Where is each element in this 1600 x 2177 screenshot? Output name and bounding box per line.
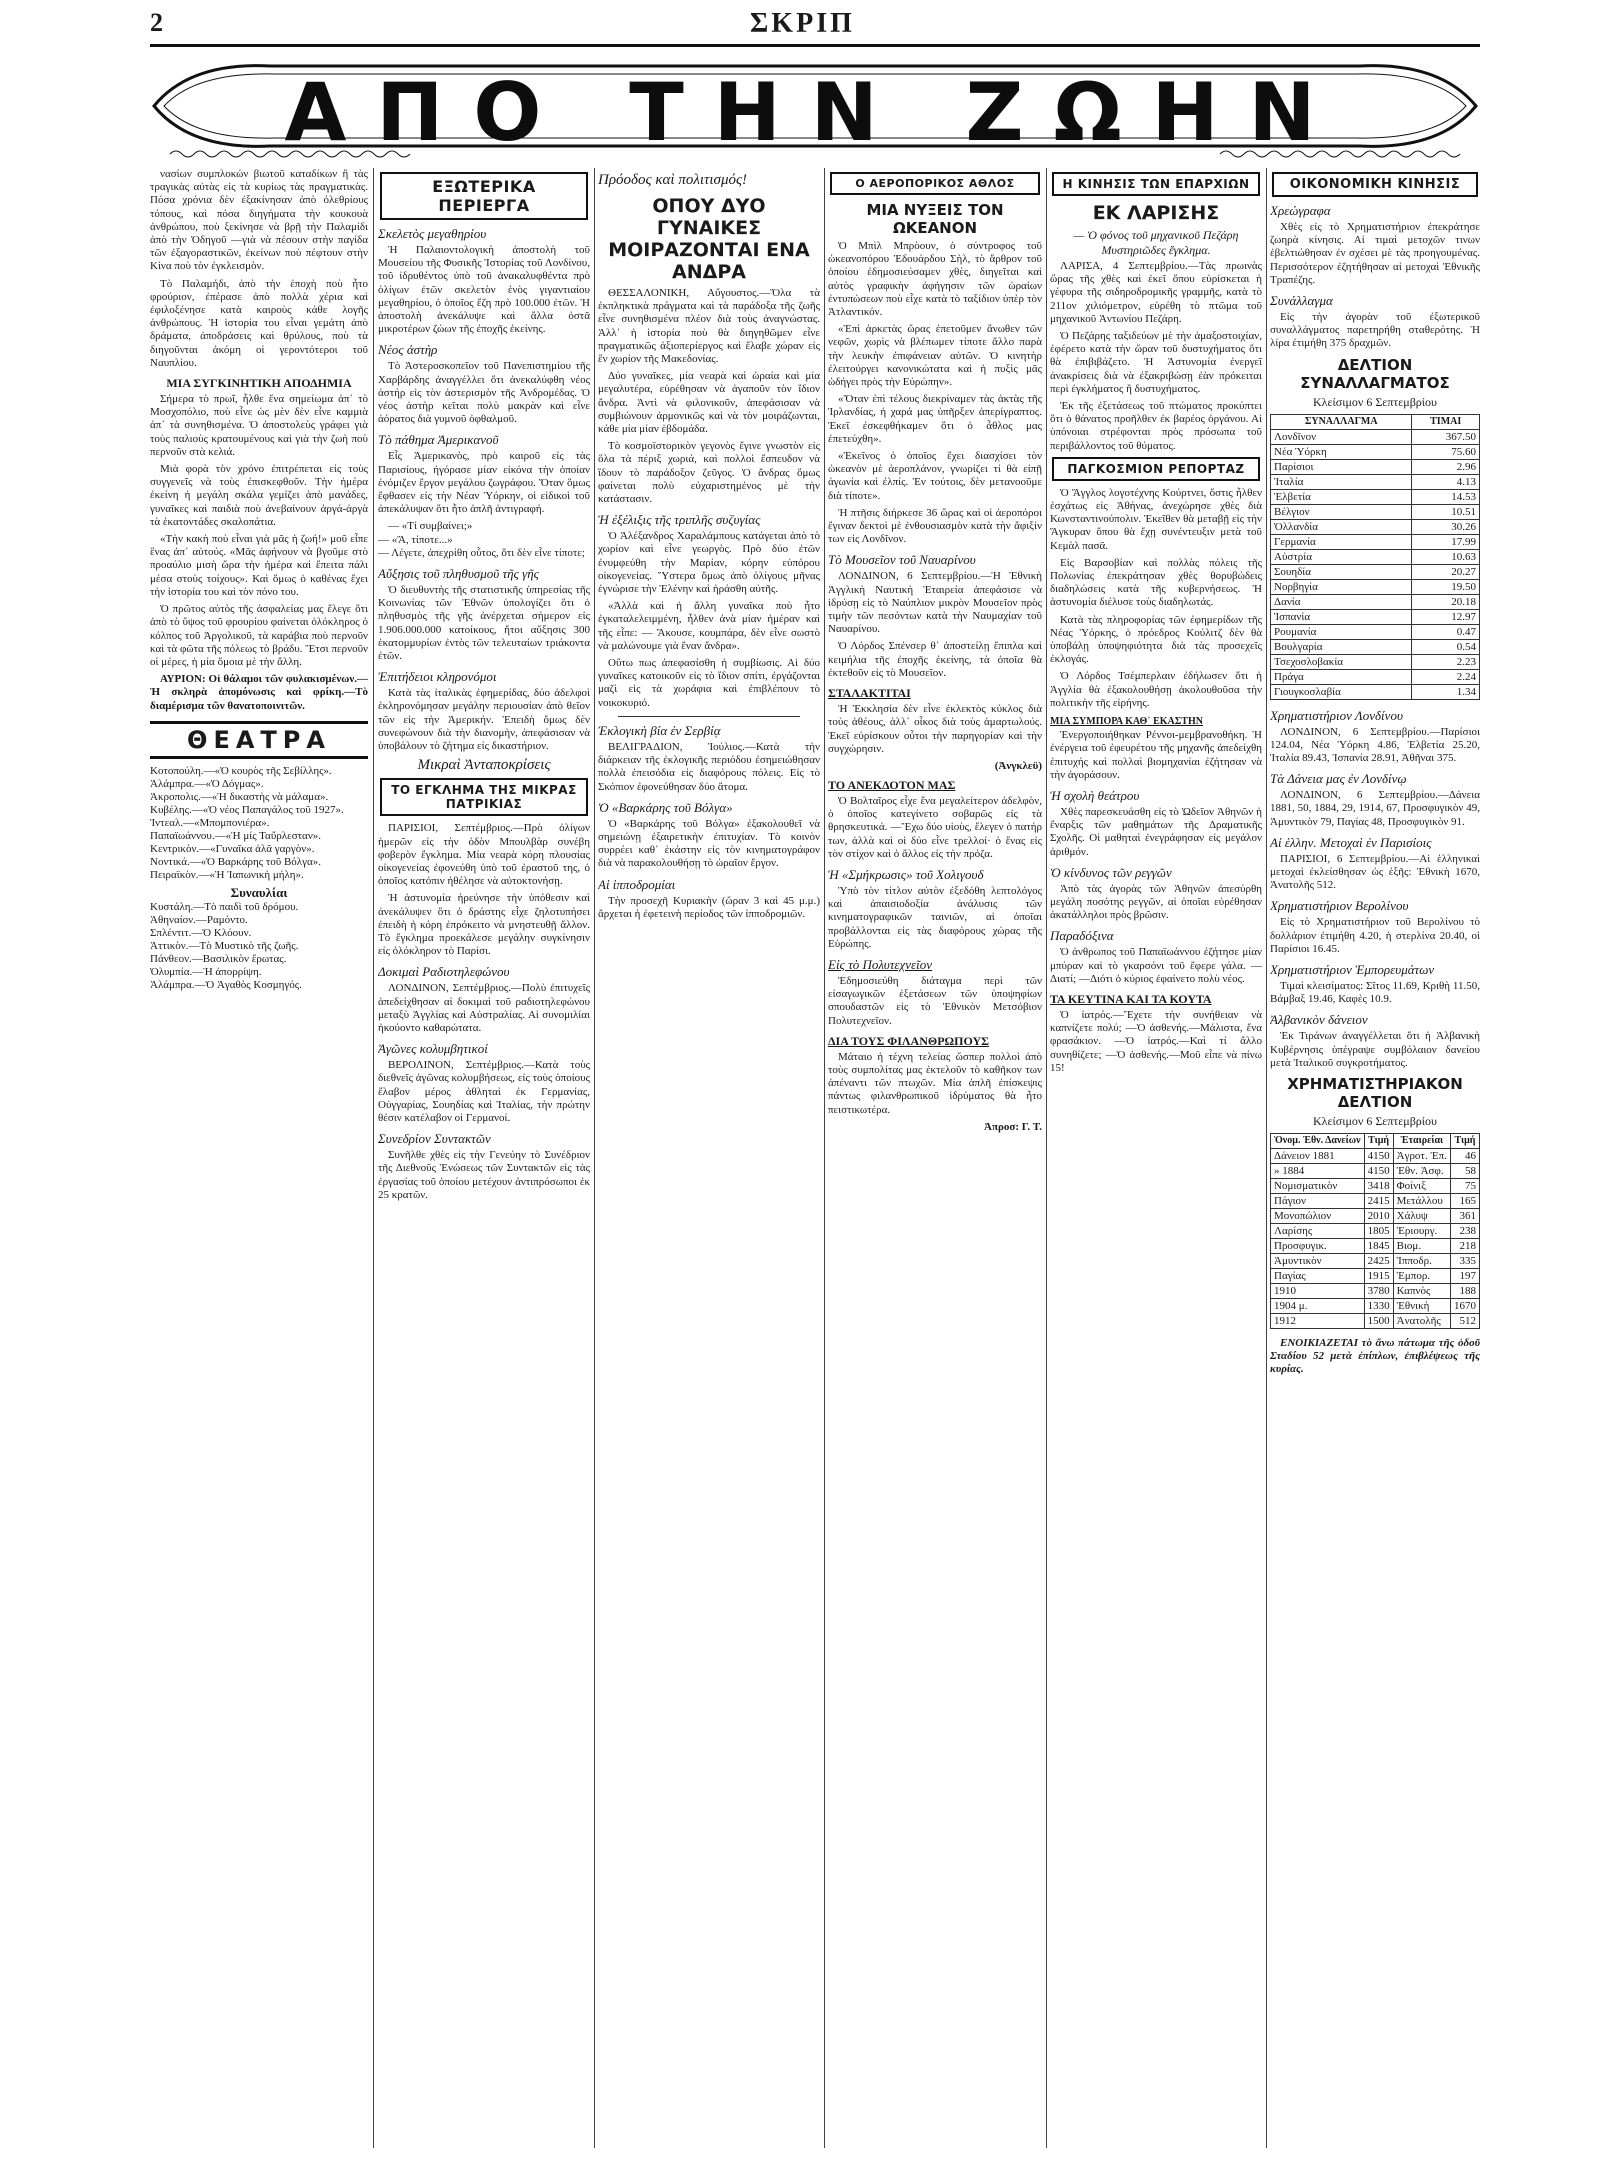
table-cell: 3780 — [1364, 1284, 1393, 1299]
article-paragraph: Τὴν προσεχῆ Κυριακὴν (ὥραν 3 καὶ 45 μ.μ.) ἄρχεται ἡ ἐφετεινὴ περίοδος τῶν ἱπποδρομιῶν. — [598, 894, 820, 920]
list-item: Κυστάλη.—Τὸ παιδὶ τοῦ δρόμου. — [150, 900, 299, 913]
article-paragraph: Δύο γυναῖκες, μία νεαρὰ καὶ ὡραία καὶ μία μεγαλυτέρα, εὑρέθησαν νὰ ἀγαποῦν τὸν ἴδιον ἄνδρα. Ἀντὶ νὰ φιλονικοῦν, ἀπεφάσισαν νὰ συμβιώνουν ἀρμονικῶς καὶ νὰ τὸν μοιράζωνται, κάθε μία μίαν ἑβδομάδα. — [598, 370, 820, 436]
table-cell: 165 — [1450, 1194, 1479, 1209]
article-paragraph: Ὁ Ἄγγλος λογοτέχνης Κούρτνει, ὅστις ἦλθεν ἐσχάτως εἰς Ἀθήνας, ἀνεχώρησε χθὲς διὰ Κωνσταντινούπολιν. Ἐκεῖθεν θὰ μεταβῇ εἰς τὴν Ἄγκυραν ὅπου θὰ ἔχῃ συνέντευξιν μετὰ τοῦ Κεμὰλ πασᾶ. — [1050, 486, 1262, 552]
table-row — [1271, 534, 1480, 549]
article-paragraph: «Ὅταν ἐπὶ τέλους διεκρίναμεν τὰς ἀκτὰς τῆς Ἰρλανδίας, ἡ χαρά μας ὑπῆρξεν ἀπερίγραπτος. Ἐκεῖ ἐσκεφθήκαμεν ὅτι ὁ ἆθλος μας ἐπετεύχθη». — [828, 393, 1042, 445]
table-cell: 1330 — [1364, 1299, 1393, 1314]
subheading: Χρηματιστήριον Λονδίνου — [1270, 707, 1403, 723]
table-cell: » 1884 — [1271, 1164, 1365, 1179]
list-item: Σπλέντιτ.—Ὁ Κλόουν. — [150, 926, 252, 939]
table-row — [1271, 1179, 1480, 1194]
table-row — [1271, 489, 1480, 504]
article-paragraph: «Ἐπὶ ἀρκετὰς ὥρας ἐπετοῦμεν ἄνωθεν τῶν νεφῶν, χωρὶς νὰ βλέπωμεν τίποτε ἄλλο παρὰ τὴν λευκὴν ἐπιφάνειαν αὐτῶν. Ὁ κινητὴρ ἐλειτούργει κανονικώτατα καὶ ἡ πυξὶς μᾶς ὡδήγει πρὸς τὴν Εὐρώπην». — [828, 323, 1042, 389]
subheading: Συνεδρίον Συντακτῶν — [378, 1131, 491, 1147]
table-row — [1271, 624, 1480, 639]
list-item: Πάνθεον.—Βασιλικὸν ἔρωτας. — [150, 952, 287, 965]
article-paragraph: Τὸ Παλαμήδι, ἀπὸ τὴν ἐποχὴ ποὺ ἦτο φρούριον, ἐπέρασε ἀπὸ πολλὰ χέρια καὶ ἐφιλοξένησε κατὰ καιροὺς κάθε λογῆς ἀνθρώπους. Ἡ ἱστορία του εἶναι γεμάτη ἀπὸ δράματα, ἀποδράσεις καὶ θρύλους, ποὺ τὰ διηγοῦνται ἀκόμη οἱ γεροντότεροι τοῦ Ναυπλίου. — [150, 277, 368, 369]
table-cell: 367.50 — [1412, 429, 1480, 444]
table-cell: Ἰσπανία — [1271, 609, 1412, 624]
table-row — [1271, 579, 1480, 594]
article-paragraph: Ἐνεργοποιήθηκαν Ρέννοι-μεμβρανοθήκη. Ἡ ἐνέργεια τοῦ ἐφευρέτου τῆς μηχανῆς ἀπεδείχθη ἐπιτυχής καὶ πολλαὶ βιομηχανίαι ἐζήτησαν νὰ τὴν ἀγοράσουν. — [1050, 729, 1262, 781]
headline: ΕΚ ΛΑΡΙΣΗΣ — [1092, 202, 1220, 224]
subheading: Νέος ἀστὴρ — [378, 342, 438, 358]
article-paragraph: Ὁ Λόρδος Τσέμπερλαιν ἐδήλωσεν ὅτι ἡ Ἀγγλία θὰ ἐξακολουθήσῃ ἀκολουθοῦσα τὴν πολιτικὴν τῆς εἰρήνης. — [1050, 670, 1262, 709]
article-paragraph: ΠΑΡΙΣΙΟΙ, 6 Σεπτεμβρίου.—Αἱ ἑλληνικαὶ μετοχαὶ ἐκλείσθησαν ὡς ἑξῆς: Ἐθνικὴ 1670, Ἀνατολῆς 512. — [1270, 852, 1480, 892]
subheading: Μικραὶ Ἀνταποκρίσεις — [417, 757, 551, 774]
list-item: Ἀλάμπρα.—«Ὁ Δόγμας». — [150, 777, 264, 790]
page-number: 2 — [150, 8, 163, 37]
table-date: Κλείσιμον 6 Σεπτεμβρίου — [1313, 394, 1437, 409]
table-header: ΤΙΜΑΙ — [1412, 414, 1480, 429]
table-row — [1271, 459, 1480, 474]
table-cell: 20.27 — [1412, 564, 1480, 579]
article-paragraph: ΒΕΛΙΓΡΑΔΙΟΝ, Ἰούλιος.—Κατὰ τὴν διάρκειαν τῆς ἐκλογικῆς περιόδου ἐσημειώθησαν πολλὰ ἐπεισόδια εἰς διαφόρους πόλεις. Εἰς τὸ Σκόπιον ἐφονεύθησαν δύο ἄτομα. — [598, 740, 820, 793]
table-cell: Ἐμπορ. — [1393, 1269, 1450, 1284]
table-cell: 188 — [1450, 1284, 1479, 1299]
table-cell: 2415 — [1364, 1194, 1393, 1209]
article-paragraph: Κατὰ τὰς ἰταλικὰς ἐφημερίδας, δύο ἀδελφοὶ ἐκληρονόμησαν μεγάλην περιουσίαν ἀπὸ θεῖον τῶν εἰς τὴν Ἀμερικήν. Ἐπειδὴ ὅμως δὲν συνεφώνουν διὰ τὴν διανομὴν, ἀπεφάσισαν νὰ ὑποβάλουν τὸ ζήτημα εἰς δικαστήριον. — [378, 687, 590, 753]
article-paragraph: Ἡ πτῆσις διήρκεσε 36 ὥρας καὶ οἱ ἀεροπόροι ἔγιναν δεκτοὶ μὲ ἐνθουσιασμὸν κατὰ τὴν ἄφιξίν των εἰς Λονδῖνον. — [828, 506, 1042, 546]
column-divider — [1046, 168, 1047, 2148]
table-row — [1271, 444, 1480, 459]
column-6 — [1270, 168, 1480, 2148]
table-cell: 1915 — [1364, 1269, 1393, 1284]
divider — [618, 716, 800, 717]
deck: — Ὁ φόνος τοῦ μηχανικοῦ Πεζάρη Μυστηριῶδες ἔγκλημα. — [1073, 228, 1239, 257]
list-item: Ὀλυμπία.—Ἡ ἀπορρίψη. — [150, 965, 262, 978]
column-divider — [1266, 168, 1267, 2148]
column-4 — [828, 168, 1042, 2148]
article-paragraph: Χθὲς εἰς τὸ Χρηματιστήριον ἐπεκράτησε ζωηρὰ κίνησις. Αἱ τιμαὶ μετοχῶν τινων ἐβελτιώθησαν ἐν σχέσει μὲ τὰς προηγουμένας. Περισσότερον ἐζητήθησαν αἱ μετοχαὶ Ἐθνικῆς Τραπέζης. — [1270, 221, 1480, 286]
subheading: Ἡ σχολὴ θεάτρου — [1050, 787, 1140, 803]
article-paragraph: Συνῆλθε χθὲς εἰς τὴν Γενεύην τὸ Συνέδριον τῆς Διεθνοῦς Ἑνώσεως τῶν Συντακτῶν εἰς τὰς ἐργασίας τοῦ ὁποίου μετέχουν ἀντιπρόσωποι ἐκ 25 κρατῶν. — [378, 1149, 590, 1201]
list-item: Ἀττικὸν.—Τὸ Μυστικὸ τῆς ζωῆς. — [150, 939, 299, 952]
subheading: Αἱ ἱπποδρομίαι — [598, 876, 676, 892]
article-paragraph: Ἐδημοσιεύθη διάταγμα περὶ τῶν εἰσαγωγικῶν ἐξετάσεων τῶν ὑποψηφίων σπουδαστῶν εἰς τὸ Ἐθνικὸν Μετσόβιον Πολυτεχνεῖον. — [828, 974, 1042, 1027]
table-cell: Ἐριουργ. — [1393, 1224, 1450, 1239]
classified-ad: ΕΝΟΙΚΙΑΖΕΤΑΙ τὸ ἄνω πάτωμα τῆς ὁδοῦ Σταδίου 52 μετὰ ἐπίπλων, ἐπιβλέψεως τῆς κυρίας. — [1270, 1337, 1480, 1376]
article-paragraph: Ὁ Πεζάρης ταξιδεύων μὲ τὴν ἁμαξοστοιχίαν, ἐφέρετο κατὰ τὴν ὥραν τοῦ δυστυχήματος ὅτι θὰ ἐπιβιβάζετο. Ἡ Ἀστυνομία ἐνεργεῖ ἀνακρίσεις διὰ νὰ ἐξακριβώσῃ ἐὰν πρόκειται περὶ ἐγκλήματος ἢ δυστυχήματος. — [1050, 330, 1262, 395]
article-paragraph: Ὁ Ἀλέξανδρος Χαραλάμπους κατάγεται ἀπὸ τὸ χωρίον καὶ εἶνε γεωργὸς. Πρὸ δύο ἐτῶν ἐνυμφεύθη τὴν Μαρίαν, κόρην εὐπόρου οἰκογενείας. Ὕστερα ὅμως ἀπὸ ὀλίγους μῆνας ἐγνώρισε τὴν Ἑλένην καὶ ἠράσθη αὐτῆς. — [598, 530, 820, 596]
article-paragraph: ΛΟΝΔΙΝΟΝ, 6 Σεπτεμβρίου.—Ἡ Ἐθνικὴ Ἀγγλικὴ Ναυτικὴ Ἑταιρεία ἀπεφάσισε νὰ ἱδρύσῃ εἰς τὸ Ναύπλιον μικρὸν Μουσεῖον πρὸς τιμὴν τῶν πεσόντων κατὰ τὴν Ναυμαχίαν τοῦ Ναυαρίνου. — [828, 570, 1042, 636]
subheading: ΣΤΑΛΑΚΤΙΤΑΙ — [828, 686, 911, 701]
table-cell: Ἀνατολῆς — [1393, 1314, 1450, 1329]
article-paragraph: ΛΟΝΔΙΝΟΝ, 6 Σεπτεμβρίου.—Παρίσιοι 124.04, Νέα Ὑόρκη 4.86, Ἑλβετία 25.20, Ἰταλία 89.43, Ἰσπανία 28.91, Ἀθῆναι 375. — [1270, 725, 1480, 765]
column-divider — [594, 168, 595, 2148]
article-paragraph: Οὕτω πως ἀπεφασίσθη ἡ συμβίωσις. Αἱ δύο γυναῖκες κατοικοῦν εἰς τὸ ἴδιον σπίτι, ἐργάζονται μαζὶ εἰς τὰ χωράφια καὶ ἐπιβλέπουν τὸ νοικοκυριό. — [598, 657, 820, 709]
table-cell: Ἑλβετία — [1271, 489, 1412, 504]
subheading: Αὔξησις τοῦ πληθυσμοῦ τῆς γῆς — [378, 566, 539, 582]
table-cell: 0.54 — [1412, 639, 1480, 654]
subheading: Συναυλίαι — [230, 884, 288, 900]
table-cell: 1500 — [1364, 1314, 1393, 1329]
table-cell: 335 — [1450, 1254, 1479, 1269]
table-cell: 58 — [1450, 1164, 1479, 1179]
column-5 — [1050, 168, 1262, 2148]
section-box-heading: ΤΟ ΕΓΚΛΗΜΑ ΤΗΣ ΜΙΚΡΑΣ ΠΑΤΡΙΚΙΑΣ — [380, 778, 588, 816]
subheading: Δοκιμαὶ Ραδιοτηλεφώνου — [378, 964, 510, 980]
table-cell: Παγίας — [1271, 1269, 1365, 1284]
table-body — [1271, 429, 1480, 699]
subheading: Τὸ Μουσεῖον τοῦ Ναυαρίνου — [828, 552, 976, 568]
table-cell: 4150 — [1364, 1149, 1393, 1164]
table-title: ΔΕΛΤΙΟΝ ΣΥΝΑΛΛΑΓΜΑΤΟΣ — [1300, 355, 1450, 392]
list-item: Κοτοπούλη.—«Ὁ κουρὸς τῆς Σεβίλλης». — [150, 764, 332, 777]
column-divider — [824, 168, 825, 2148]
table-cell: Τσεχοσλοβακία — [1271, 654, 1412, 669]
table-row — [1271, 1299, 1480, 1314]
table-row — [1271, 564, 1480, 579]
subheading: Παραδόξινα — [1050, 928, 1114, 944]
table-cell: 46 — [1450, 1149, 1479, 1164]
subheading: ΜΙΑ ΣΥΜΠΟΡΑ ΚΑΘ᾽ ΕΚΑΣΤΗΝ — [1050, 716, 1203, 728]
article-paragraph: Ὁ «Βαρκάρης τοῦ Βόλγα» ἐξακολουθεῖ νὰ σημειώνῃ ἐξαιρετικὴν ἐπιτυχίαν. Τὸ κοινὸν συρρέει καθ᾽ ἑκάστην εἰς τὸν κινηματογράφον διὰ νὰ παρακολουθήσῃ τὸ ὡραῖον ἔργον. — [598, 817, 820, 870]
article-paragraph: Τὸ κοσμοϊστορικὸν γεγονὸς ἔγινε γνωστὸν εἰς ὅλα τὰ πέριξ χωριά, καὶ πολλοὶ ἔσπευδον νὰ ἴδουν τὸ παράδοξον ζεῦγος. Ὁ ἄνδρας ὅμως φαίνεται πολὺ εὐχαριστημένος μὲ τὴν κατάστασιν. — [598, 440, 820, 506]
table-cell: 17.99 — [1412, 534, 1480, 549]
article-paragraph: ΒΕΡΟΛΙΝΟΝ, Σεπτέμβριος.—Κατὰ τοὺς διεθνεῖς ἀγῶνας κολυμβήσεως, εἰς τοὺς ὁποίους ἔλαβον μέρος ἀθληταὶ ἐκ Γερμανίας, Οὐγγαρίας, Σουηδίας καὶ Ἰταλίας, τὴν πρώτην θέσιν κατέλαβον οἱ Γερμανοί. — [378, 1059, 590, 1124]
table-row — [1271, 519, 1480, 534]
subheading: Ἐκλογικὴ βία ἐν Σερβίᾳ — [598, 722, 721, 738]
article-paragraph: ΑΥΡΙΟΝ: Οἱ θάλαμοι τῶν φυλακισμένων.—Ἡ σκληρὰ ἀπομόνωσις καὶ φρίκη.—Τὸ διαμέρισμα τῶν θανατοποινιτῶν. — [150, 673, 368, 712]
table-cell: Ὀλλανδία — [1271, 519, 1412, 534]
table-cell: 4150 — [1364, 1164, 1393, 1179]
table-cell: 14.53 — [1412, 489, 1480, 504]
subheading: Ἡ «Σμήκρωσις» τοῦ Χολιγουδ — [828, 866, 984, 882]
article-paragraph: Ὁ ἀνθρωπος τοῦ Παπαϊωάννου ἐζήτησε μίαν μπύραν καὶ τὸ γκαρσόνι τοῦ ἔφερε γάλα. —Διατί; —Διότι ὁ κύριος ἐφαίνετο πολὺ νέος. — [1050, 946, 1262, 985]
article-paragraph: Εἰς τὴν ἀγορὰν τοῦ ἐξωτερικοῦ συναλλάγματος παρετηρήθη σταθερότης. Ἡ λίρα ἐτιμήθη 375 δραχμῶν. — [1270, 311, 1480, 350]
table-cell: Ἐθν. Ἀσφ. — [1393, 1164, 1450, 1179]
table-cell: Γερμανία — [1271, 534, 1412, 549]
kicker: Πρόοδος καὶ πολιτισμός! — [598, 172, 748, 188]
table-cell: Βουλγαρία — [1271, 639, 1412, 654]
table-row — [1271, 1269, 1480, 1284]
column-2 — [378, 168, 590, 2148]
table-body — [1271, 1149, 1480, 1329]
list-item: Ἀθηναίον.—Ραμόντο. — [150, 913, 248, 926]
table-cell: 30.26 — [1412, 519, 1480, 534]
section-box-heading: ΕΞΩΤΕΡΙΚΑ ΠΕΡΙΕΡΓΑ — [380, 172, 588, 220]
table-cell: Πράγα — [1271, 669, 1412, 684]
section-banner — [150, 52, 1480, 160]
table-cell: Προσφυγικ. — [1271, 1239, 1365, 1254]
table-cell: Μονοπώλιον — [1271, 1209, 1365, 1224]
subheading: Χρεώγραφα — [1270, 203, 1331, 218]
article-paragraph: ΘΕΣΣΑΛΟΝΙΚΗ, Αὔγουστος.—Ὅλα τὰ ἐκπληκτικὰ πράγματα καὶ τὰ παράδοξα τῆς ζωῆς εἶνε συνηθισμένα πλέον διὰ τοὺς ἀναγνώστας. Ἀλλ᾽ ἡ ἱστορία ποὺ θὰ διηγηθῶμεν εἶνε πραγματικῶς ἀξιοπερίεργος καὶ ἔλαβε χώραν εἰς ἕν χωρίον τῆς Μακεδονίας. — [598, 287, 820, 366]
table-cell: 1904 μ. — [1271, 1299, 1365, 1314]
list-item: Ἀλάμπρα.—Ὁ Ἀγαθὸς Κοσμηγός. — [150, 978, 302, 991]
page-header — [150, 8, 1480, 42]
subheading: ΜΙΑ ΣΥΓΚΙΝΗΤΙΚΗ ΑΠΟΔΗΜΙΑ — [166, 376, 352, 391]
article-paragraph: Ὁ Μπὶλ Μπρὸουν, ὁ σύντροφος τοῦ ὠκεανοπόρου Ἐδουάρδου Σὴλ, τὸ ἄρθρον τοῦ ὁποίου ἐδημοσιεύσαμεν χθὲς, διηγεῖται καὶ αὐτὸς γραφικὴν ἀφήγησιν τῶν ὡραίων ἐντυπώσεων ποὺ εἶχε κατὰ τὸ ταξίδιον ὑπὲρ τὸν Ἀτλαντικόν. — [828, 240, 1042, 319]
article-paragraph: Ὑπὸ τὸν τίτλον αὐτὸν ἐξεδόθη λεπτολόγος καὶ ἀπαισιοδοξία ἀνάλυσις τῶν κινηματογραφικῶν ταινιῶν, αἱ ὁποῖαι προβάλλονται εἰς τὰς διαφόρους χώρας τῆς Εὐρώπης. — [828, 884, 1042, 950]
table-cell: 0.47 — [1412, 624, 1480, 639]
table-row — [1271, 1224, 1480, 1239]
article-paragraph: — «Τί συμβαίνει;» — «Ἄ, τίποτε...» — Λέγετε, ἀπεχρίθη οὗτος, ὅτι δὲν εἶνε τίποτε; — [378, 520, 585, 559]
table-row — [1271, 1314, 1480, 1329]
article-paragraph: Ἐκ τῆς ἐξετάσεως τοῦ πτώματος προκύπτει ὅτι ὁ θάνατος προῆλθεν ἐκ βαρέος ὀργάνου. Αἱ ὑπόνοιαι στρέφονται πρὸς πρόσωπα τοῦ περιβάλλοντος τοῦ θύματος. — [1050, 400, 1262, 452]
column-1 — [150, 168, 368, 2148]
table-cell: Παρίσιοι — [1271, 459, 1412, 474]
table-cell: 218 — [1450, 1239, 1479, 1254]
article-paragraph: Τὸ Ἀστεροσκοπεῖον τοῦ Πανεπιστημίου τῆς Χαρβάρδης ἀναγγέλλει ὅτι ἀνεκαλύφθη νέος ἀστήρ εἰς τὸν ἀστερισμὸν τῆς Ἀνδρομέδας. Ὁ νέος ἀστὴρ κεῖται πολὺ μακρὰν καὶ εἶνε ἀόρατος διὰ γυμνοῦ ὀφθαλμοῦ. — [378, 360, 590, 426]
table-cell: Νορβηγία — [1271, 579, 1412, 594]
list-item: Κεντρικὸν.—«Γυναῖκα ἀλᾶ γαργὸν». — [150, 842, 315, 855]
table-row — [1271, 609, 1480, 624]
table-header: ΣΥΝΑΛΛΑΓΜΑ — [1271, 414, 1412, 429]
subheading: Τὸ πάθημα Ἀμερικανοῦ — [378, 432, 499, 448]
article-paragraph: Κατὰ τὰς πληροφορίας τῶν ἐφημερίδων τῆς Νέας Ὑόρκης, ὁ πρόεδρος Κούλιτζ δὲν θὰ ὑποβάλῃ ὑποψηφιότητα διὰ τὰς προσεχεῖς ἐκλογάς. — [1050, 613, 1262, 666]
table-cell: 197 — [1450, 1269, 1479, 1284]
subheading: Συνάλλαγμα — [1270, 293, 1333, 309]
article-paragraph: Ὁ πρῶτος αὐτὸς τῆς ἀσφαλείας μας ἔλεγε ὅτι ἀπὸ τὸ ὕψος τοῦ φρουρίου φαίνεται ὁλόκληρος ὁ κόλπος τοῦ Ἀργολικοῦ, τὰ καράβια ποὺ περνοῦν καὶ τὰ φῶτα τῆς πόλεως τὸ βράδυ. Ἔτσι περνοῦν οἱ μέρες, ἡ μία ὅμοια μὲ τὴν ἄλλη. — [150, 603, 368, 668]
table-cell: 1845 — [1364, 1239, 1393, 1254]
table-row — [1271, 639, 1480, 654]
table-cell: Ρουμανία — [1271, 624, 1412, 639]
table-cell: Ἰπποδρ. — [1393, 1254, 1450, 1269]
subheading: Ἡ ἐξέλιξις τῆς τριπλῆς συζυγίας — [598, 512, 761, 528]
table-cell: 2.96 — [1412, 459, 1480, 474]
masthead: ΣΚΡΙΠ — [750, 8, 855, 39]
article-paragraph: ΛΟΝΔΙΝΟΝ, Σεπτέμβριος.—Πολὺ ἐπιτυχεῖς ἀπεδείχθησαν αἱ δοκιμαὶ τοῦ ραδιοτηλεφώνου μεταξὺ Ἀγγλίας καὶ Αὐστραλίας. Αἱ συνομιλίαι ἠκούοντο καθαρώτατα. — [378, 982, 590, 1034]
article-paragraph: «Ἐκεῖνος ὁ ὁποῖος ἔχει διασχίσει τὸν ὠκεανὸν μὲ ἀεροπλάνον, γνωρίζει τί θὰ εἰπῇ ἀγωνία καὶ ἐλπίς. Ἐν τούτοις, δὲν μετανοοῦμε διὰ τίποτε». — [828, 450, 1042, 502]
table-row — [1271, 1149, 1480, 1164]
exchange-table — [1270, 414, 1480, 700]
column-divider — [373, 168, 374, 2148]
table-row — [1271, 1209, 1480, 1224]
attribution: (Ἀνγκλεϋ) — [994, 759, 1042, 772]
subheading: ΔΙΑ ΤΟΥΣ ΦΙΛΑΝΘΡΩΠΟΥΣ — [828, 1033, 989, 1048]
article-paragraph: Εἰς Βαρσοβίαν καὶ πολλὰς πόλεις τῆς Πολωνίας ἐπεκράτησαν χθὲς θορυβώδεις διαδηλώσεις κατὰ τῆς κυβερνήσεως. Ἡ ἀστυνομία διέλυσε τοὺς διαδηλωτάς. — [1050, 556, 1262, 609]
headline: ΜΙΑ ΝΥΞΕΙΣ ΤΟΝ ΩΚΕΑΝΟΝ — [866, 201, 1004, 237]
table-cell: Βέλγιον — [1271, 504, 1412, 519]
table-cell: 1912 — [1271, 1314, 1365, 1329]
table-row — [1271, 1164, 1480, 1179]
article-paragraph: Εἰς τὸ Χρηματιστήριον τοῦ Βερολίνου τὸ δολλάριον ἐτιμήθη 4.20, ἡ στερλίνα 20.40, οἱ Παρίσιοι 16.45. — [1270, 916, 1480, 955]
subheading: Χρηματιστήριον Ἐμπορευμάτων — [1270, 962, 1435, 978]
table-cell: Γιουγκοσλαβία — [1271, 684, 1412, 699]
subheading: Ὁ «Βαρκάρης τοῦ Βόλγα» — [598, 799, 733, 815]
article-paragraph: Ὁ Βολταῖρος εἶχε ἕνα μεγαλείτερον ἀδελφὸν, ὁ ὁποῖος κατεγίνετο σοβαρῶς εἰς τὰ θρησκευτικά. —Ἔχω δύο υἱοὺς, ἔλεγεν ὁ πατήρ των, ἀλλὰ καὶ οἱ δύο εἶνε τρελλοί· ὁ ἕνας εἰς τὸν στίχον καὶ ὁ ἄλλος εἰς τὴν πρόζα. — [828, 794, 1042, 860]
subheading: Ἀλβανικὸν δάνειον — [1270, 1012, 1368, 1028]
subheading: Ἀγῶνες κολυμβητικοί — [378, 1041, 488, 1057]
article-paragraph: Ὁ Λόρδος Σπένσερ θ᾽ ἀποστείλῃ ἔπιπλα καὶ κειμήλια τῆς ἐποχῆς ἐκείνης, τὰ ὁποῖα θὰ ἐκτεθοῦν εἰς τὸ Μουσεῖον. — [828, 640, 1042, 679]
table-cell: Χάλυψ — [1393, 1209, 1450, 1224]
table-row — [1271, 1254, 1480, 1269]
table-cell: Ἀμυντικὸν — [1271, 1254, 1365, 1269]
list-item: Νοντικά.—«Ὁ Βαρκάρης τοῦ Βόλγα». — [150, 855, 322, 868]
table-row — [1271, 594, 1480, 609]
subheading: Αἱ ἑλλην. Μετοχαὶ ἐν Παρισίοις — [1270, 834, 1432, 850]
table-row — [1271, 429, 1480, 444]
table-cell: 75.60 — [1412, 444, 1480, 459]
top-rule — [150, 44, 1480, 47]
headline: ΟΠΟΥ ΔΥΟ ΓΥΝΑΙΚΕΣ ΜΟΙΡΑΖΟΝΤΑΙ ΕΝΑ ΑΝΔΡΑ — [608, 195, 810, 283]
article-paragraph: Ἡ Ἐκκλησία δὲν εἶνε ἐκλεκτὸς κύκλος διὰ τοὺς ἀθέους, ἀλλ᾽ οἶκος διὰ τοὺς ἁμαρτωλούς. Ἐκεῖ εὑρίσκουν οὗτοι τὴν παρηγορίαν καὶ τὴν συγχώρησιν. — [828, 703, 1042, 755]
table-header: Τιμή — [1364, 1134, 1393, 1149]
article-paragraph: Σήμερα τὸ πρωΐ, ἦλθε ἕνα σημείωμα ἀπ᾽ τὸ Μοσχοπόλιο, ποὺ εἶνε ὡς μὲν δὲν εἶνε καμμιὰ ἀπ᾽ τὰ συνηθισμένα. Ὁ ἀποστολεὺς γράφει γιὰ τοὺς παλιοὺς κρατουμένους καὶ γιὰ τὴν ζωὴ ποὺ περνοῦν στὰ κελιά. — [150, 393, 368, 458]
table-cell: Νέα Ὑόρκη — [1271, 444, 1412, 459]
article-paragraph: Ἡ ἀστυνομία ἠρεύνησε τὴν ὑπόθεσιν καὶ ἀνεκάλυψεν ὅτι ὁ δράστης εἶχε ζηλοτυπήσει ἐπειδὴ ἡ κόρη ἐπρόκειτο νὰ μνηστευθῇ ἄλλον. Τὸ ἔγκλημα προεκάλεσε μεγάλην συγκίνησιν εἰς ὁλόκληρον τὸ Παρίσι. — [378, 892, 590, 958]
table-cell: 1670 — [1450, 1299, 1479, 1314]
table-cell: Πάγιον — [1271, 1194, 1365, 1209]
column-3 — [598, 168, 820, 2148]
subheading: Εἰς τὸ Πολυτεχνεῖον — [828, 956, 933, 972]
table-cell: 2010 — [1364, 1209, 1393, 1224]
list-item: Κυβέλης.—«Ὁ νέος Παπαγάλος τοῦ 1927». — [150, 803, 344, 816]
list-item: Ἀκροπολις.—«Ἡ δικαστὴς νὰ μάλαμα». — [150, 790, 329, 803]
article-paragraph: Ὁ ἰατρός.—Ἔχετε τὴν συνήθειαν νὰ καπνίζετε πολύ; —Ὁ ἀσθενής.—Μάλιστα, ἕνα φρασάκιον. —Ὁ ἰατρός.—Καὶ τί ἄλλο συνηθίζετε; —Ὁ ἀσθενής.—Μοῦ εἶπε νὰ πίνω 15! — [1050, 1008, 1262, 1074]
table-cell: 2425 — [1364, 1254, 1393, 1269]
list-item: Πειραϊκὸν.—«Ἡ Ἰαπωνικὴ μήλη». — [150, 868, 304, 881]
table-row — [1271, 474, 1480, 489]
subheading: Τὰ Δάνεια μας ἐν Λονδίνῳ — [1270, 771, 1407, 787]
list-item: Ἰντεαλ.—«Μπομπονιέρα». — [150, 816, 270, 829]
article-paragraph: Ὁ διευθυντὴς τῆς στατιστικῆς ὑπηρεσίας τῆς Κοινωνίας τῶν Ἐθνῶν ὑπολογίζει ὅτι ὁ πληθυσμὸς τῆς γῆς ἀνέρχεται σήμερον εἰς 1.906.000.000 κατοίκους, ἤτοι αὔξησις 300 ἑκατομμυρίων ἐντὸς τῶν τελευταίων τριάκοντα ἐτῶν. — [378, 584, 590, 663]
signature: Ἀπροσ: Γ. Τ. — [984, 1120, 1042, 1133]
table-header: Ὀνομ. Ἐθν. Δανείων — [1271, 1134, 1365, 1149]
table-cell: Μετάλλου — [1393, 1194, 1450, 1209]
table-title: ΧΡΗΜΑΤΙΣΤΗΡΙΑΚΟΝ ΔΕΛΤΙΟΝ — [1287, 1075, 1463, 1112]
table-cell: Ἐθνικὴ — [1393, 1299, 1450, 1314]
section-box-heading: ΠΑΓΚΟΣΜΙΟΝ ΡΕΠΟΡΤΑΖ — [1052, 457, 1260, 481]
article-paragraph: Ἐκ Τιράνων ἀναγγέλλεται ὅτι ἡ Ἀλβανικὴ Κυβέρνησις ὑπέγραψε συμβόλαιον δανείου μετὰ Ἰταλικοῦ συγκροτήματος. — [1270, 1030, 1480, 1069]
table-cell: Νομισματικὸν — [1271, 1179, 1365, 1194]
article-paragraph: Μιὰ φορὰ τὸν χρόνο ἐπιτρέπεται εἰς τοὺς συγγενεῖς νὰ τοὺς ἐπισκεφθοῦν. Τὴν ἡμέρα ἐκείνη ἡ μεγάλη σκάλα γεμίζει ἀπὸ μανάδες, γυναῖκες καὶ παιδιὰ ποὺ ἀνεβαίνουν ἀργά-ἀργὰ τὰ ἑκατοντάδες σκαλοπάτια. — [150, 463, 368, 528]
table-cell: Λαρίσης — [1271, 1224, 1365, 1239]
table-row — [1271, 1239, 1480, 1254]
table-header: Ἑταιρείαι — [1393, 1134, 1450, 1149]
article-paragraph: «Τὴν κακὴ ποὺ εἶναι γιὰ μᾶς ἡ ζωή!» μοῦ εἶπε ἕνας ἀπ᾽ αὐτούς. «Μᾶς ἀφήνουν νὰ βγοῦμε στὸ προαύλιο μισὴ ὥρα τὴν ἡμέρα καὶ ἔπειτα πάλι μέσα στοὺς τοίχους». Καὶ ὅμως ὁ καθένας ἔχει τὴν ἱστορία του καὶ τὸν πόνο του. — [150, 533, 368, 598]
article-paragraph: ΛΟΝΔΙΝΟΝ, 6 Σεπτεμβρίου.—Δάνεια 1881, 50, 1884, 29, 1914, 67, Προσφυγικὸν 49, Ἀμυντικὸν 79, Παγίας 48, Προσφυγικὸν 91. — [1270, 789, 1480, 828]
subheading: ΤΑ ΚΕΥΤΙΝΑ ΚΑΙ ΤΑ ΚΟΥΤΑ — [1050, 991, 1212, 1006]
table-cell: 361 — [1450, 1209, 1479, 1224]
table-cell: 10.63 — [1412, 549, 1480, 564]
table-row — [1271, 1194, 1480, 1209]
list-item: Παπαϊωάννου.—«Ἡ μίς Ταὔρλεσταν». — [150, 829, 322, 842]
article-paragraph: Μάταιο ἡ τέχνη τελείας ὥσπερ πολλοὶ ἀπὸ τοὺς συμπολίτας μας ἐκτελοῦν τὸ καθῆκον των ἀπέναντι τῶν πτωχῶν. Μία ἁπλῆ ἐπίσκεψις πάντως φιλανθρωπικοῦ ἱδρύματος θὰ ἦτο πειστικωτέρα. — [828, 1050, 1042, 1116]
table-row — [1271, 549, 1480, 564]
table-cell: 2.23 — [1412, 654, 1480, 669]
table-cell: Αὐστρία — [1271, 549, 1412, 564]
table-cell: Δανία — [1271, 594, 1412, 609]
table-row — [1271, 1284, 1480, 1299]
subheading: Ὁ κίνδυνος τῶν ρεγγῶν — [1050, 864, 1172, 880]
table-row — [1271, 684, 1480, 699]
table-cell: 238 — [1450, 1224, 1479, 1239]
table-cell: 75 — [1450, 1179, 1479, 1194]
article-paragraph: Ἀπὸ τὰς ἀγορὰς τῶν Ἀθηνῶν ἀπεσύρθη μεγάλη ποσότης ρεγγῶν, αἱ ὁποῖαι εὑρέθησαν ἀκατάλληλοι πρὸς βρῶσιν. — [1050, 882, 1262, 922]
subheading: ΤΟ ΑΝΕΚΔΟΤΟΝ ΜΑΣ — [828, 777, 956, 792]
table-cell: 2.24 — [1412, 669, 1480, 684]
table-cell: 1910 — [1271, 1284, 1365, 1299]
stocks-table — [1270, 1133, 1480, 1329]
table-cell: 1805 — [1364, 1224, 1393, 1239]
table-cell: 512 — [1450, 1314, 1479, 1329]
article-paragraph: Εἷς Ἀμερικανὸς, πρὸ καιροῦ εἰς τὰς Παρισίους, ἠγόρασε μίαν εἰκόνα τὴν ὁποίαν ἐνόμιζεν ἔργον μεγάλου ζωγράφου. Ὅταν ὅμως ἔφθασεν εἰς τὴν Νέαν Ὑόρκην, οἱ εἰδικοὶ τοῦ ἀπεκάλυψαν ὅτι ἦτο ἀπλῆ ἀντιγραφή. — [378, 450, 590, 516]
table-cell: 20.18 — [1412, 594, 1480, 609]
article-paragraph: ΛΑΡΙΣΑ, 4 Σεπτεμβρίου.—Τὰς πρωινὰς ὥρας τῆς χθὲς καὶ ἐκεῖ ὅπου εὑρίσκεται ἡ γέφυρα τῆς σιδηροδρομικῆς γραμμῆς, κατὰ τὸ 211ον χιλιόμετρον, εὑρέθη τὸ πτῶμα τοῦ μηχανικοῦ Ἀντωνίου Πεζάρη. — [1050, 260, 1262, 325]
table-row — [1271, 654, 1480, 669]
subheading: Χρηματιστήριον Βερολίνου — [1270, 898, 1409, 914]
theatres-heading: ΘΕΑΤΡΑ — [150, 721, 368, 759]
table-cell: 4.13 — [1412, 474, 1480, 489]
table-header: Τιμή — [1450, 1134, 1479, 1149]
table-cell: Λονδῖνον — [1271, 429, 1412, 444]
subheading: Σκελετὸς μεγαθηρίου — [378, 226, 487, 241]
theatre-list — [150, 765, 368, 992]
section-box-heading: Η ΚΙΝΗΣΙΣ ΤΩΝ ΕΠΑΡΧΙΩΝ — [1052, 172, 1260, 196]
table-cell: Καπνὸς — [1393, 1284, 1450, 1299]
table-cell: Σουηδία — [1271, 564, 1412, 579]
table-row — [1271, 504, 1480, 519]
table-row — [1271, 669, 1480, 684]
table-cell: 10.51 — [1412, 504, 1480, 519]
table-date: Κλείσιμον 6 Σεπτεμβρίου — [1313, 1114, 1437, 1129]
table-cell: Βιομ. — [1393, 1239, 1450, 1254]
table-cell: 1.34 — [1412, 684, 1480, 699]
table-cell: Φοίνιξ — [1393, 1179, 1450, 1194]
table-cell: Ἰταλία — [1271, 474, 1412, 489]
table-cell: Ἀγροτ. Ἐπ. — [1393, 1149, 1450, 1164]
article-paragraph: «Ἀλλὰ καὶ ἡ ἄλλη γυναῖκα ποὺ ἦτο ἐγκαταλελειμμένη, ἦλθεν ἀνὰ μίαν ἡμέραν καὶ τῆς εἶπε: — Ἄκουσε, κουμπάρα, δὲν εἶνε σωστὸ νὰ μαλώνουμε γιὰ ἕναν ἄνδρα». — [598, 600, 820, 652]
subheading: Ἐπιτήδειοι κληρονόμοι — [378, 669, 497, 685]
article-paragraph: ΠΑΡΙΣΙΟΙ, Σεπτέμβριος.—Πρὸ ὀλίγων ἡμερῶν εἰς τὴν ὁδὸν Μπουλβὰρ συνέβη φοβερὸν ἔγκλημα. Μία νεαρὰ κόρη πλουσίας οἰκογενείας ἐφονεύθη ὑπὸ τοῦ ἐραστοῦ της, ὁ ὁποῖος κατόπιν ἠθέλησε νὰ αὐτοκτονήσῃ. — [378, 822, 590, 888]
article-paragraph: νασίων συμπλοκών βιωτοῦ καταδίκων ἢ τὰς τραγικὰς αὐτὰς εἰς τὰ κυρίως τὰς πραγματικὰς. Πόσα χρόνια δὲν ἐξακίνησαν ἀπὸ ὀλεθρίους τόπους, καὶ πόσα διηγήματα τὴν κουκουὰ ἀνθρώπου, ποὺ ξεκίνησε νὰ βρῇ τὴν Παλαμίδι ἀπὸ τὴν Ὀδηγοῦ —γιὰ νὰ πέσουν στὴν παγίδα τῶν ἐξαγοραστικῶν, ἐκείνων ποὺ πέφτουν στὴν Κίνα ποὺ τὸν ἐγκλεισμὸν. — [150, 168, 368, 273]
table-cell: 3418 — [1364, 1179, 1393, 1194]
banner-title: ΑΠΟ ΤΗΝ ΖΩΗΝ — [284, 66, 1346, 159]
article-paragraph: Χθὲς παρεσκευάσθη εἰς τὸ Ὠδεῖον Ἀθηνῶν ἡ ἔναρξις τῶν μαθημάτων τῆς Δραματικῆς Σχολῆς. Οἱ μαθηταὶ ἐνεγράφησαν εἰς μεγάλον ἀριθμόν. — [1050, 805, 1262, 858]
article-paragraph: Ἡ Παλαιοντολογικὴ ἀποστολὴ τοῦ Μουσείου τῆς Φυσικῆς Ἱστορίας τοῦ Λονδίνου, τοῦ ἰδρυθέντος ὑπὸ τοῦ ἀνακαλυφθέντα πρὸ ὀλίγων ἐτῶν σκελετὸν ἑνὸς γιγαντιαίου μεγαθηρίου, ὁ ὁποῖος ἔζη πρὸ 100.000 ἐτῶν. Ἡ ἀποστολὴ ἀνεκάλυψε καὶ ἄλλα ὀστᾶ μικροτέρων ζώων τῆς ἐποχῆς ἐκείνης. — [378, 244, 590, 336]
table-cell: 12.97 — [1412, 609, 1480, 624]
section-box-heading: Ο ΑΕΡΟΠΟΡΙΚΟΣ ΑΘΛΟΣ — [830, 172, 1040, 195]
section-box-heading: ΟΙΚΟΝΟΜΙΚΗ ΚΙΝΗΣΙΣ — [1272, 172, 1478, 197]
table-cell: Δάνειον 1881 — [1271, 1149, 1365, 1164]
article-paragraph: Τιμαὶ κλεισίματος: Σῖτος 11.69, Κριθὴ 11.50, Βάμβαξ 19.46, Καφὲς 10.9. — [1270, 980, 1480, 1006]
table-cell: 19.50 — [1412, 579, 1480, 594]
